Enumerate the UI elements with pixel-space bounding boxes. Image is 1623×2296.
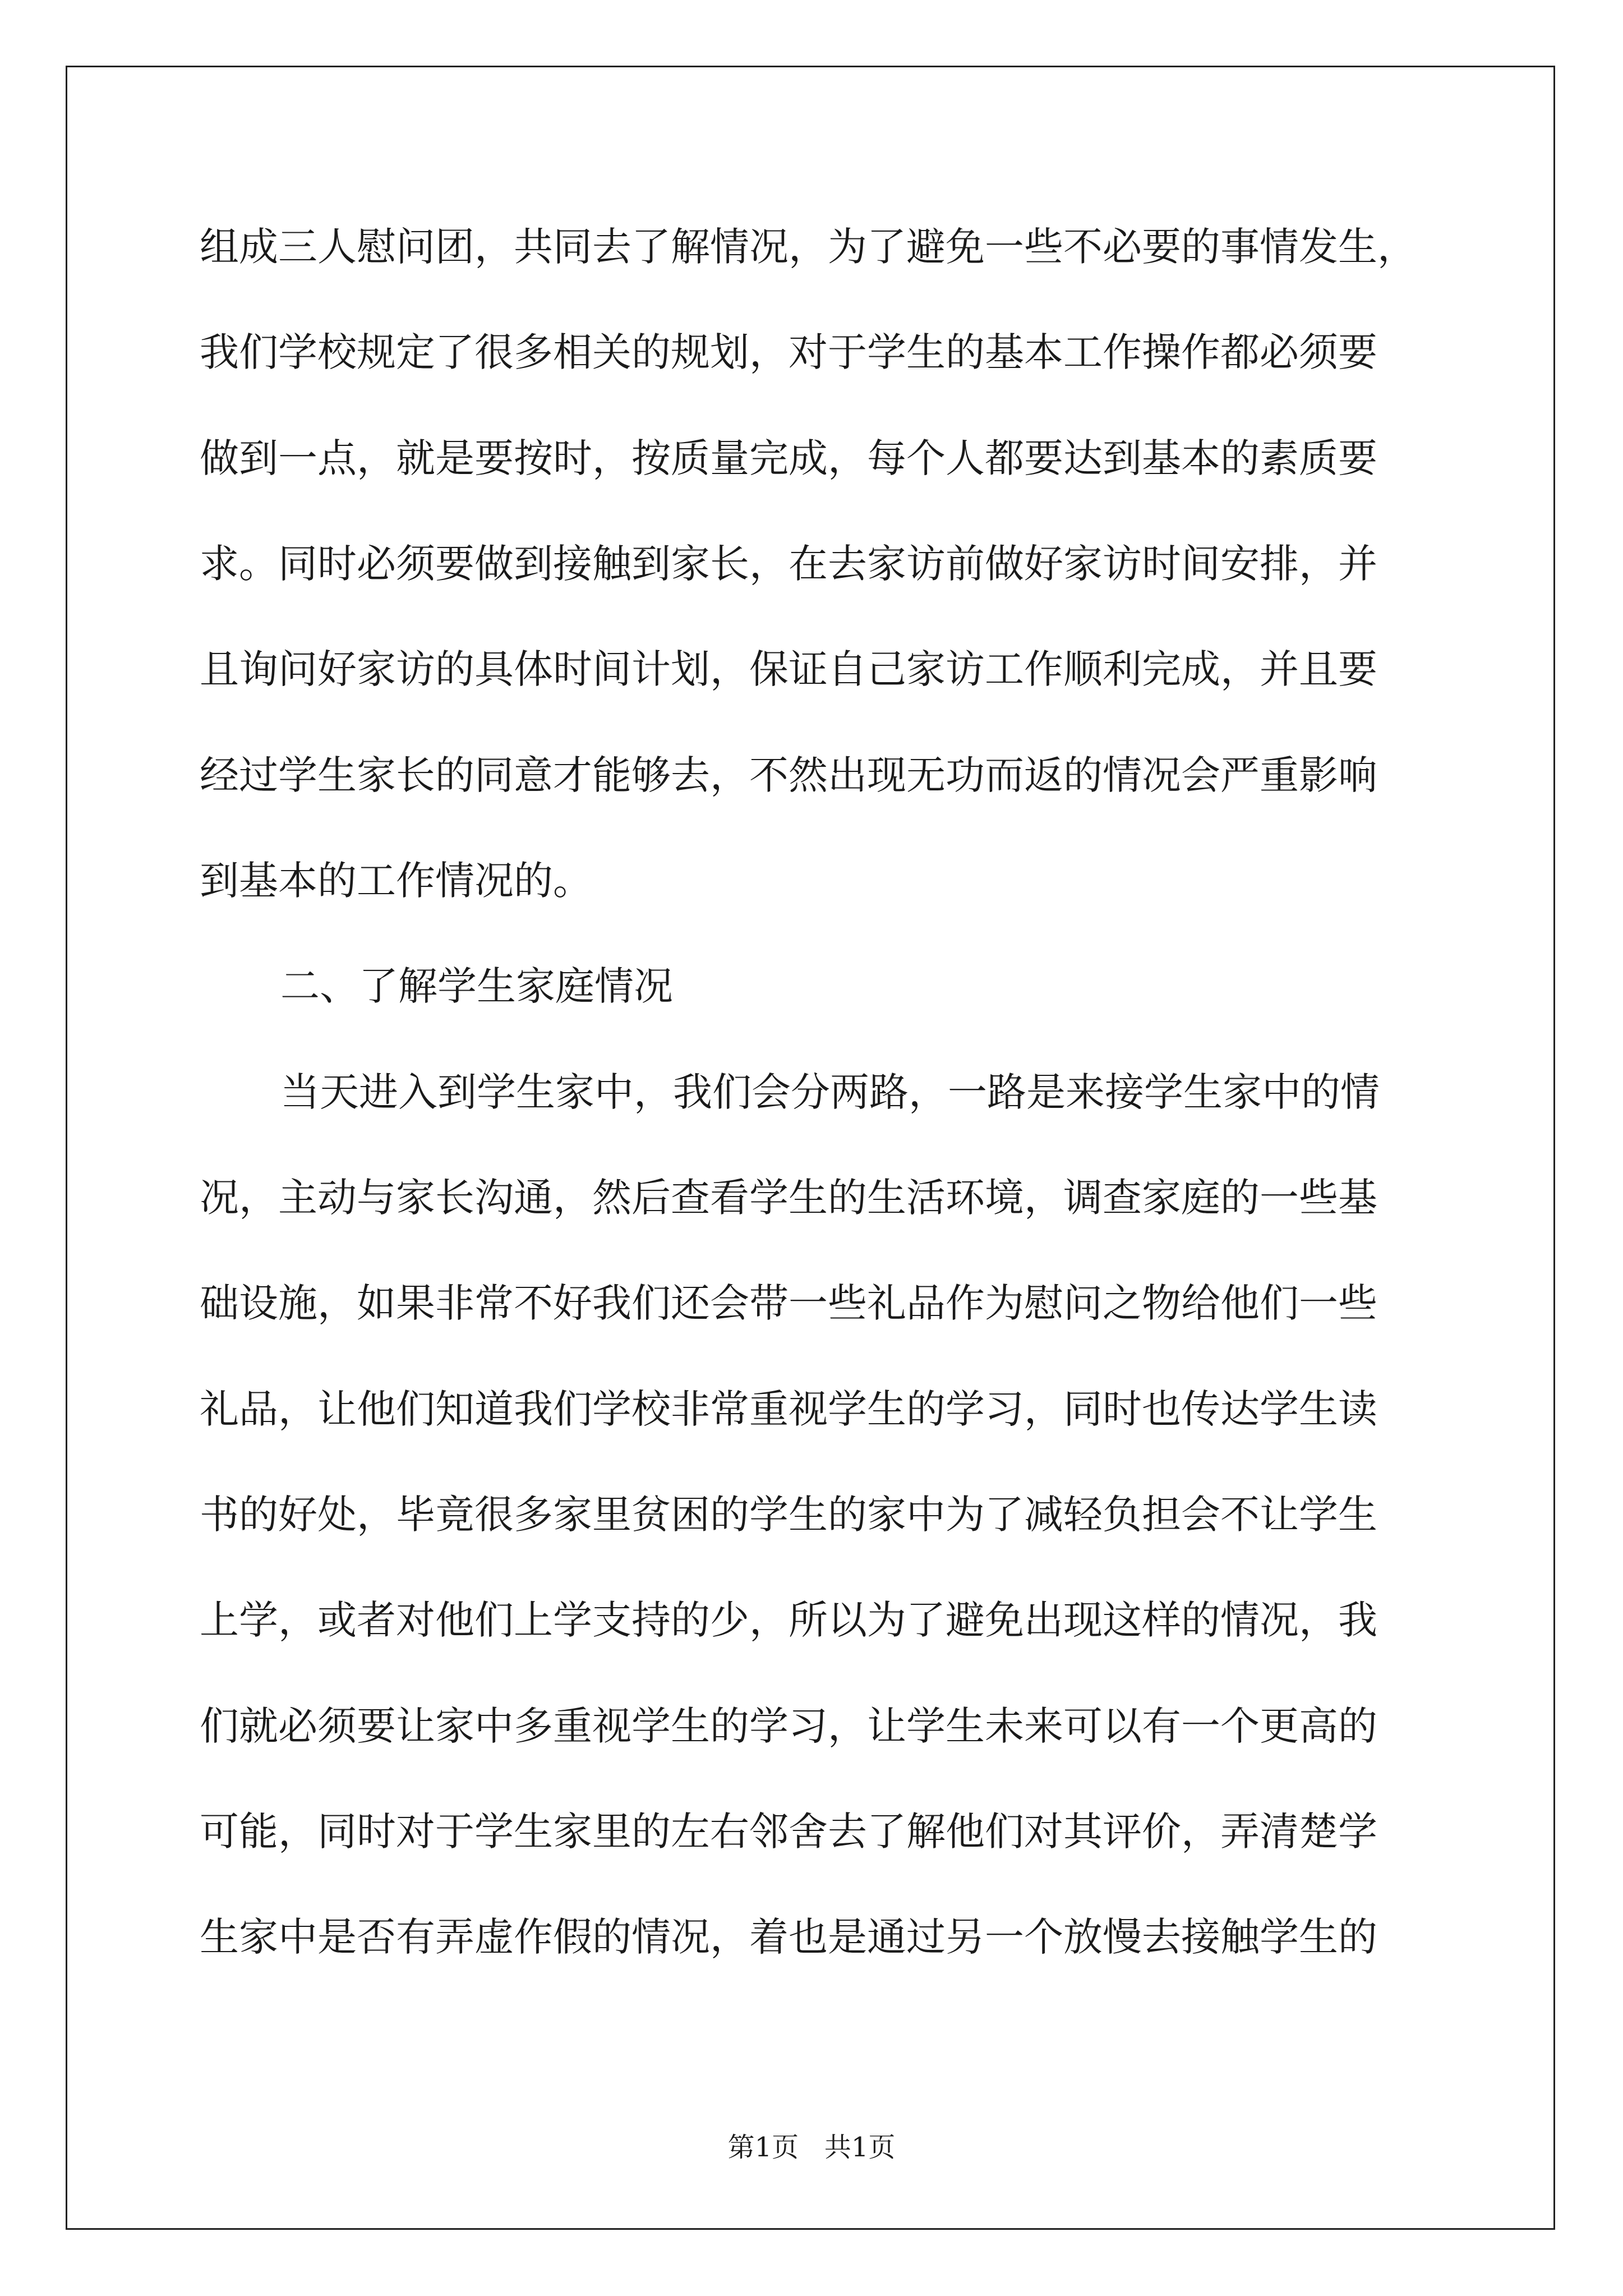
paragraph-line: 经过学生家长的同意才能够去，不然出现无功而返的情况会严重影响 bbox=[200, 752, 1377, 798]
page-number: 第1页 共1页 bbox=[727, 2132, 896, 2163]
paragraph-line: 上学，或者对他们上学支持的少，所以为了避免出现这样的情况，我 bbox=[200, 1597, 1377, 1643]
paragraph-line: 生家中是否有弄虚作假的情况，着也是通过另一个放慢去接触学生的 bbox=[200, 1914, 1377, 1960]
paragraph-line: 当天进入到学生家中，我们会分两路，一路是来接学生家中的情 bbox=[280, 1069, 1380, 1115]
paragraph-line: 且询问好家访的具体时间计划，保证自己家访工作顺利完成，并且要 bbox=[200, 646, 1377, 692]
paragraph-line: 礼品，让他们知道我们学校非常重视学生的学习，同时也传达学生读 bbox=[200, 1386, 1377, 1432]
paragraph-line: 书的好处，毕竟很多家里贫困的学生的家中为了减轻负担会不让学生 bbox=[200, 1492, 1377, 1538]
page-border bbox=[66, 66, 1555, 2230]
paragraph-line: 可能，同时对于学生家里的左右邻舍去了解他们对其评价，弄清楚学 bbox=[200, 1809, 1377, 1855]
paragraph-line: 础设施，如果非常不好我们还会带一些礼品作为慰问之物给他们一些 bbox=[200, 1280, 1377, 1326]
paragraph-line: 求。同时必须要做到接触到家长，在去家访前做好家访时间安排，并 bbox=[200, 541, 1377, 587]
paragraph-line: 到基本的工作情况的。 bbox=[200, 858, 592, 904]
paragraph-line: 况，主动与家长沟通，然后查看学生的生活环境，调查家庭的一些基 bbox=[200, 1175, 1377, 1221]
section-heading: 二、了解学生家庭情况 bbox=[280, 963, 673, 1009]
paragraph-line: 组成三人慰问团，共同去了解情况，为了避免一些不必要的事情发生， bbox=[200, 224, 1417, 270]
paragraph-line: 做到一点，就是要按时，按质量完成，每个人都要达到基本的素质要 bbox=[200, 435, 1377, 481]
paragraph-line: 我们学校规定了很多相关的规划，对于学生的基本工作操作都必须要 bbox=[200, 329, 1377, 375]
paragraph-line: 们就必须要让家中多重视学生的学习，让学生未来可以有一个更高的 bbox=[200, 1703, 1377, 1749]
